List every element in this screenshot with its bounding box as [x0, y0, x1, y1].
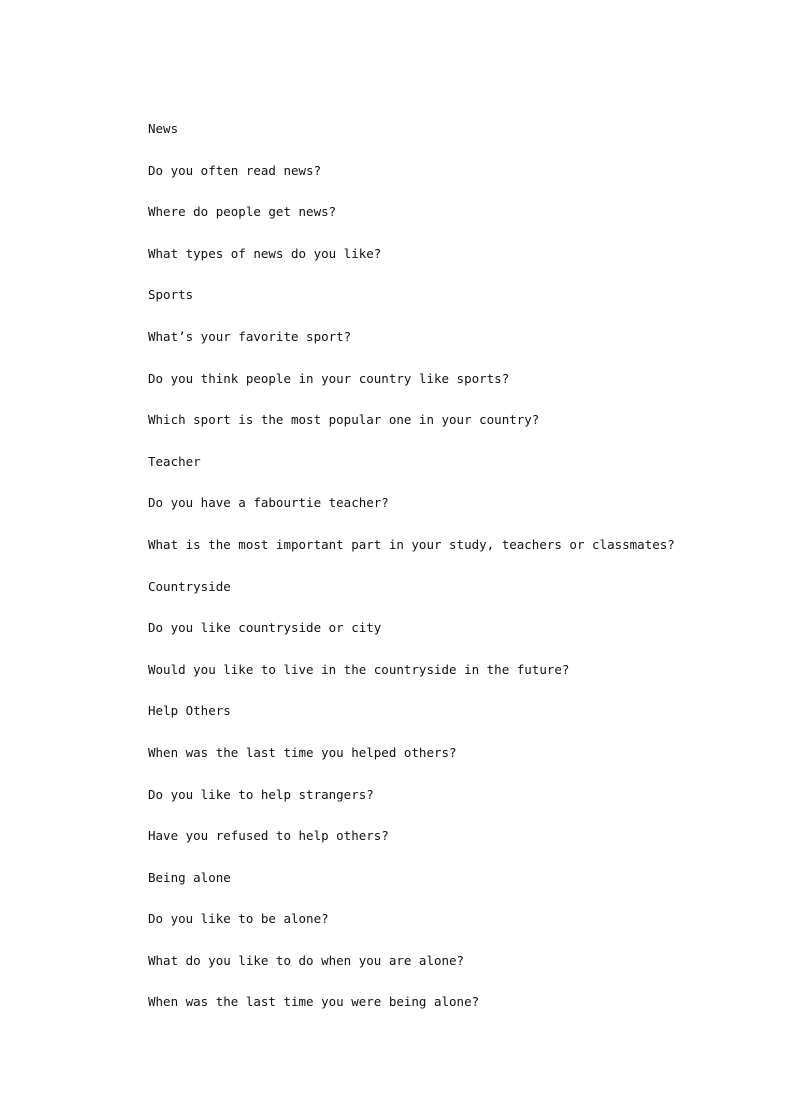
question-line: What types of news do you like?: [148, 245, 382, 261]
topic-heading: Teacher: [148, 453, 201, 469]
question-line: Have you refused to help others?: [148, 828, 389, 844]
question-line: Where do people get news?: [148, 204, 337, 220]
question-line: Do you like to help strangers?: [148, 786, 374, 802]
question-line: Which sport is the most popular one in your country?: [148, 412, 540, 428]
question-line: Would you like to live in the countryside in the future?: [148, 661, 570, 677]
question-line: Do you often read news?: [148, 162, 322, 178]
topic-heading: Help Others: [148, 703, 231, 719]
question-line: What’s your favorite sport?: [148, 328, 352, 344]
question-line: Do you like countryside or city: [148, 620, 382, 636]
question-line: Do you have a fabourtie teacher?: [148, 495, 389, 511]
question-line: Do you think people in your country like sports?: [148, 370, 510, 386]
question-list: [148, 121, 748, 1036]
topic-heading: Sports: [148, 287, 194, 303]
question-line: When was the last time you helped others?: [148, 744, 457, 760]
question-line: When was the last time you were being alone?: [148, 994, 480, 1010]
topic-heading: News: [148, 121, 179, 136]
question-line: What is the most important part in your study, teachers or classmates?: [148, 536, 675, 552]
topic-heading: Countryside: [148, 578, 231, 594]
topic-heading: Being alone: [148, 869, 231, 885]
question-line: Do you like to be alone?: [148, 911, 329, 927]
question-line: What do you like to do when you are alone?: [148, 952, 465, 968]
